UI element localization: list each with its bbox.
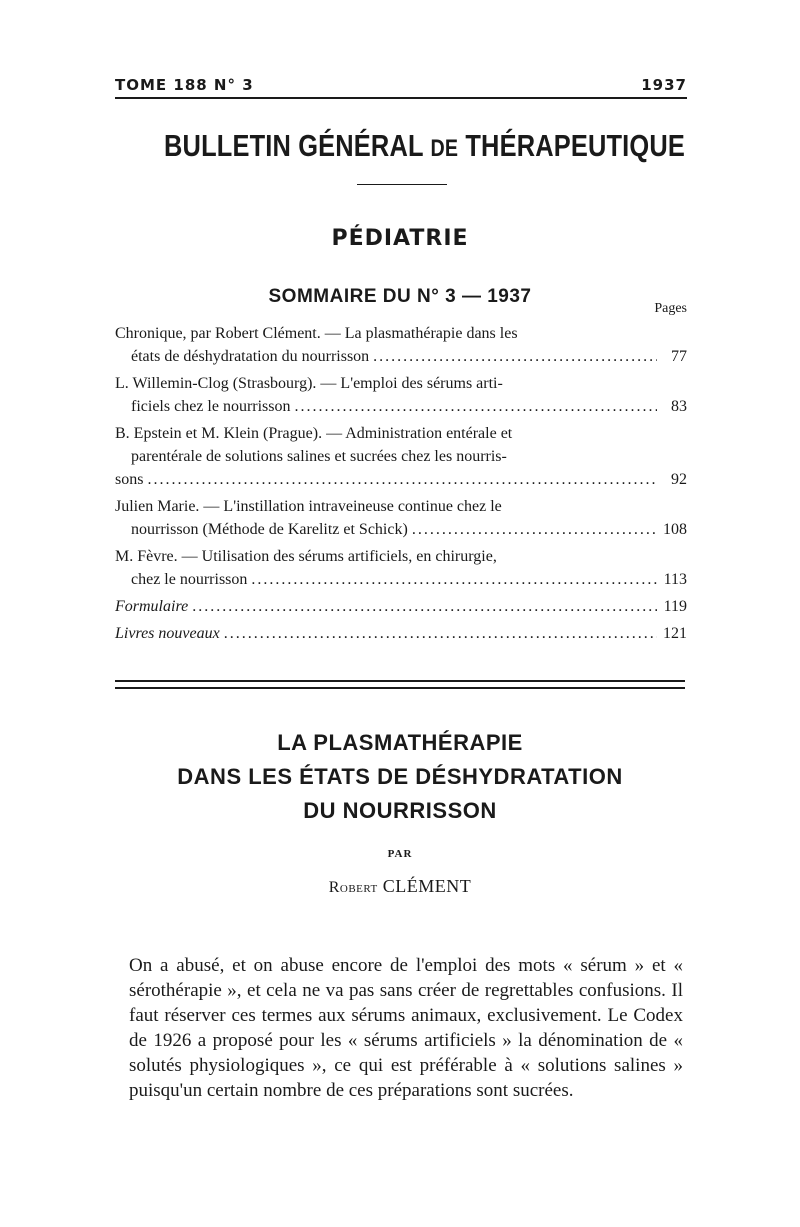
toc-entry-line: Julien Marie. — L'instillation intraveineuse continue chez le	[115, 498, 502, 515]
toc-entry-line: B. Epstein et M. Klein (Prague). — Administration entérale et	[115, 425, 513, 442]
toc-entry-line: M. Fèvre. — Utilisation des sérums artificiels, en chirurgie,	[115, 548, 497, 565]
toc-entry	[115, 622, 687, 645]
toc-entry-line: chez le nourrisson	[131, 571, 248, 588]
running-header	[115, 76, 687, 98]
toc-page-number: 83	[671, 398, 687, 415]
toc-entry-line: états de déshydratation du nourrisson	[131, 348, 370, 365]
toc-entry	[115, 595, 687, 618]
leader-dots	[295, 395, 658, 418]
toc-entry	[115, 545, 687, 591]
toc-entry	[115, 372, 687, 418]
author-name	[0, 876, 800, 897]
toc-entry-line: Livres nouveaux	[115, 625, 220, 642]
journal-title-end: THÉRAPEUTIQUE	[465, 128, 685, 163]
sommaire-heading: SOMMAIRE DU N° 3 — 1937	[268, 286, 532, 307]
journal-title-de: DE	[430, 135, 459, 162]
journal-title-main: BULLETIN GÉNÉRAL	[164, 128, 424, 163]
journal-title	[164, 128, 685, 164]
article-title	[0, 726, 800, 828]
leader-dots	[251, 568, 657, 591]
toc-page-number: 77	[671, 348, 687, 365]
author-last-name: CLÉMENT	[382, 876, 472, 896]
byline-par: PAR	[387, 848, 413, 860]
leader-dots	[224, 622, 657, 645]
toc-entry-line: Chronique, par Robert Clément. — La plasmathérapie dans les	[115, 325, 518, 342]
toc-entry	[115, 422, 687, 491]
toc-entry	[115, 322, 687, 368]
toc-page-number: 92	[671, 471, 687, 488]
toc-entry-line: Formulaire	[115, 598, 189, 615]
toc-page-number: 121	[663, 625, 687, 642]
toc-page-number: 113	[663, 571, 687, 588]
leader-dots	[192, 595, 657, 618]
leader-dots	[412, 518, 657, 541]
article-paragraph: On a abusé, et on abuse encore de l'emploi des mots « sérum » et « sérothérapie », et cela ne va pas sans créer de regrettables confusions. Il faut réserver ces termes aux sérums animaux, exclusivement. Le Codex de 1926 a proposé pour les « sérums artificiels » la dénomination de « solutés physiologiques », ce qui est préférable à « solutions salines » puisqu'un certain nombre de ces préparations sont sucrées.	[129, 955, 683, 1101]
author-first-name: Robert	[328, 879, 378, 896]
table-of-contents	[115, 322, 687, 649]
title-divider	[357, 184, 447, 185]
toc-page-number: 119	[663, 598, 687, 615]
pages-column-label: Pages	[654, 301, 687, 316]
article-title-line: DU NOURRISSON	[303, 798, 497, 823]
toc-double-rule	[115, 680, 685, 689]
toc-page-number: 108	[663, 521, 687, 538]
issue-year: 1937	[641, 76, 687, 94]
leader-dots	[373, 345, 657, 368]
article-title-line: LA PLASMATHÉRAPIE	[277, 730, 523, 755]
toc-entry-line: sons	[115, 471, 144, 488]
section-heading: PÉDIATRIE	[331, 226, 469, 251]
header-rule	[115, 97, 687, 99]
toc-entry-line: nourrisson (Méthode de Karelitz et Schick)	[131, 521, 408, 538]
toc-entry-line: L. Willemin-Clog (Strasbourg). — L'emploi des sérums arti-	[115, 375, 503, 392]
leader-dots	[147, 468, 657, 491]
toc-entry	[115, 495, 687, 541]
article-title-line: DANS LES ÉTATS DE DÉSHYDRATATION	[177, 764, 623, 789]
toc-entry-line: parentérale de solutions salines et sucrées chez les nourris-	[131, 448, 507, 465]
tome-number: TOME 188 N° 3	[115, 76, 254, 94]
toc-entry-line: ficiels chez le nourrisson	[131, 398, 291, 415]
